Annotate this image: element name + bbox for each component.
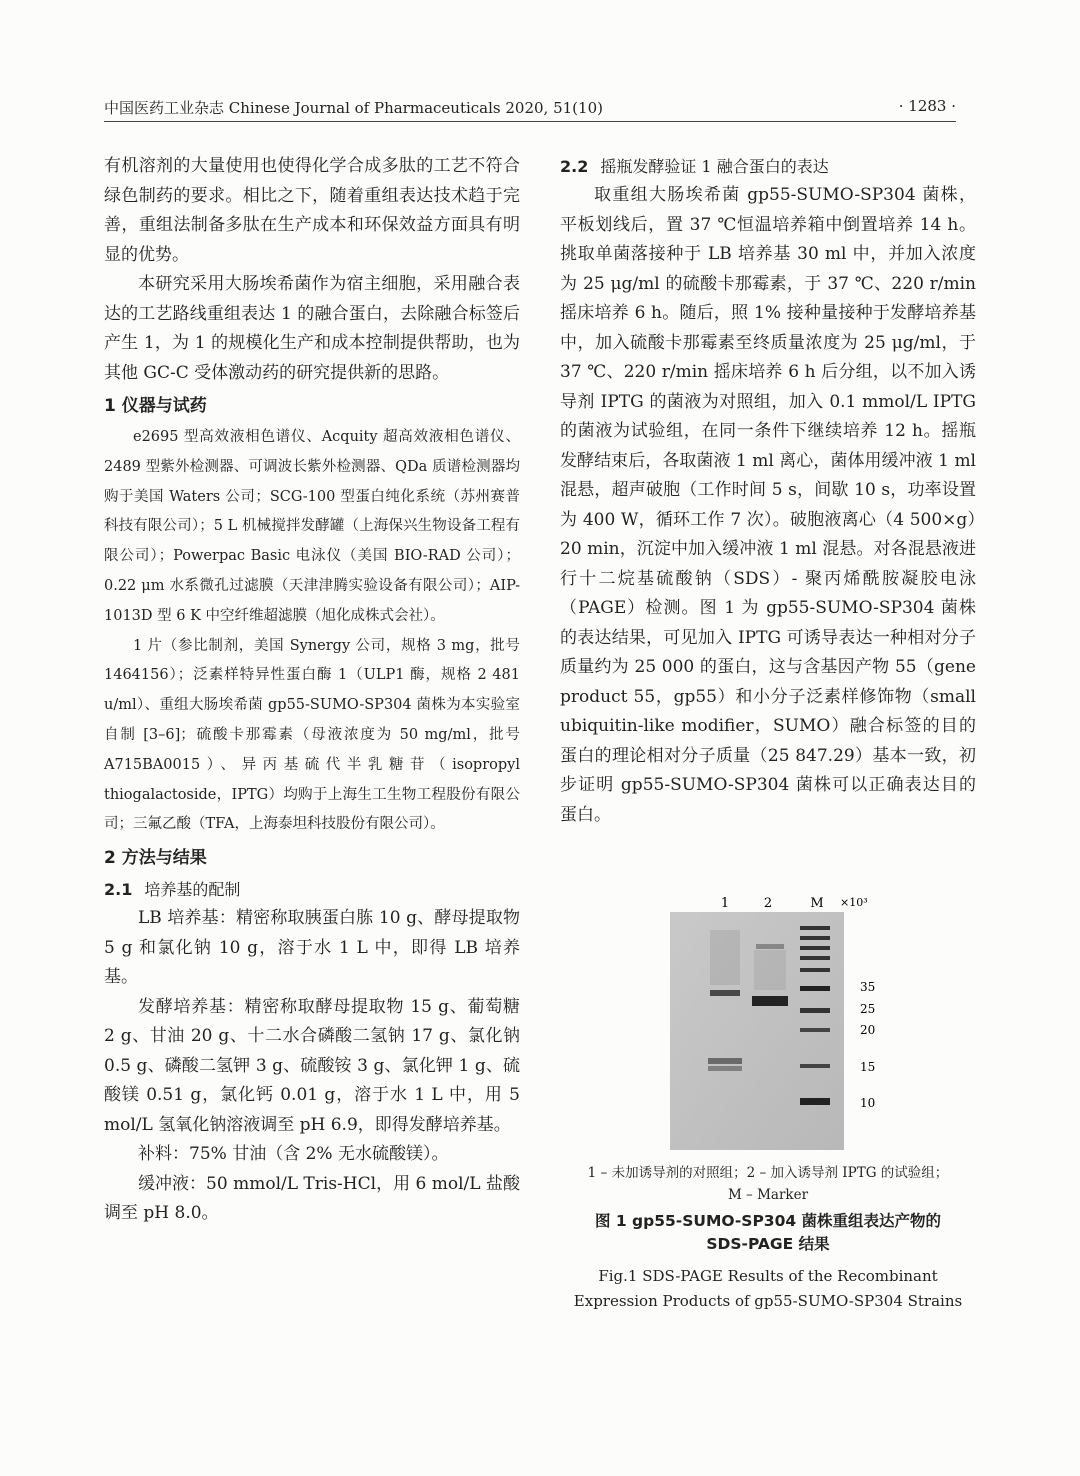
subsection-2-2-number: 2.2 [560,157,589,176]
subsection-2-1-number: 2.1 [104,880,133,900]
lane-label-m: M [810,896,824,911]
buffer-paragraph: 缓冲液：50 mmol/L Tris-HCl，用 6 mol/L 盐酸调至 pH 8.0。 [104,1173,520,1224]
marker-band [800,926,830,930]
marker-band [800,968,830,972]
marker-band [800,986,830,991]
figure-note-line-1: 1 – 未加诱导剂的对照组；2 – 加入诱导剂 IPTG 的试验组； [587,1165,949,1181]
lane-2-band [756,944,784,949]
intro-paragraph-1: 有机溶剂的大量使用也使得化学合成多肽的工艺不符合绿色制药的要求。相比之下，随着重组表达技术趋于完善，重组法制备多肽在生产成本和环保效益方面具有明显的优势。 [104,156,520,265]
lb-medium-paragraph: LB 培养基：精密称取胰蛋白胨 10 g、酵母提取物 5 g 和氯化钠 10 g，溶于水 1 L 中，即得 LB 培养基。 [104,908,520,988]
gel-image [560,890,976,1155]
lane-1-band [710,990,740,996]
figure-title-en-line-2: Expression Products of gp55-SUMO-SP304 Strains [573,1292,963,1310]
right-column [560,152,976,830]
figure-title-en-line-1: Fig.1 SDS-PAGE Results of the Recombinant [598,1267,938,1285]
figure-1 [560,890,976,1310]
marker-band [800,1064,830,1068]
lane-label-2: 2 [763,896,773,911]
intro-paragraph-2: 本研究采用大肠埃希菌作为宿主细胞，采用融合表达的工艺路线重组表达 1 的融合蛋白，去除融合标签后产生 1，为 1 的规模化生产和成本控制提供帮助，也为其他 GC-C 受体激动药的研究提供新的思路。 [104,274,520,383]
marker-band [800,956,830,960]
marker-label-25: 25 [860,1002,876,1016]
marker-label-35: 35 [860,980,876,994]
ferment-medium-paragraph: 发酵培养基：精密称取酵母提取物 15 g、葡萄糖 2 g、甘油 20 g、十二水合磷酸二氢钠 17 g、氯化钠 0.5 g、磷酸二氢钾 3 g、硫酸铵 3 g、氯化钾 1 g、硫酸镁 0.51 g，氯化钙 0.01 g，溶于水 1 L 中，用 5 mol/L 氢氧化钠溶液调至 pH 6.9，即得发酵培养基。 [104,996,520,1135]
marker-band [800,1028,830,1032]
figure-title-en [560,1264,976,1314]
left-column [104,152,520,1229]
marker-band [800,936,830,940]
figure-note [560,1162,976,1206]
lane-1-band [708,1066,742,1071]
lane-1-band [708,1058,742,1064]
marker-band [800,1098,830,1105]
figure-title-cn [560,1210,976,1256]
subsection-2-2-title: 摇瓶发酵验证 1 融合蛋白的表达 [600,157,829,176]
lane-1-smear [710,930,740,985]
subsection-2-1-title: 培养基的配制 [144,880,241,900]
section-2-heading: 2 方法与结果 [104,848,207,869]
journal-citation: 中国医药工业杂志 Chinese Journal of Pharmaceuticals 2020, 51(10) [104,99,603,117]
marker-band [800,1008,830,1013]
instruments-paragraph: e2695 型高效液相色谱仪、Acquity 超高效液相色谱仪、2489 型紫外检测器、可调波长紫外检测器、QDa 质谱检测器均购于美国 Waters 公司；SCG-100 型蛋白纯化系统（苏州赛普科技有限公司）；5 L 机械搅拌发酵罐（上海保兴生物设备工程有限公司）；Powerpac Basic 电泳仪（美国 BIO-RAD 公司）；0.22 μm 水系微孔过滤膜（天津津腾实验设备有限公司）；AIP-1013D 型 6 K 中空纤维超滤膜（旭化成株式会社）。 [104,429,520,624]
running-header [104,95,956,122]
feed-paragraph: 补料：75% 甘油（含 2% 无水硫酸镁）。 [138,1144,449,1165]
reagents-paragraph: 1 片（参比制剂，美国 Synergy 公司，规格 3 mg，批号 1464156）；泛素样特异性蛋白酶 1（ULP1 酶，规格 2 481 u/ml）、重组大肠埃希菌 gp55-SUMO-SP304 菌株为本实验室自制 [3–6]；硫酸卡那霉素（母液浓度为 50 mg/ml，批号 A715BA0015）、异丙基硫代半乳糖苷（isopropyl thiogalactoside，IPTG）均购于上海生工生物工程股份有限公司；三氟乙酸（TFA，上海泰坦科技股份有限公司）。 [104,637,520,833]
marker-label-15: 15 [860,1060,876,1074]
figure-title-cn-line-2: SDS-PAGE 结果 [706,1235,830,1253]
subsection-2-1-heading [104,875,520,904]
marker-label-20: 20 [860,1023,876,1037]
marker-band [800,946,830,950]
marker-label-10: 10 [860,1096,876,1110]
figure-note-line-2: M – Marker [727,1187,809,1203]
section-1-heading: 1 仪器与试药 [104,396,207,416]
figure-title-cn-line-1: 图 1 gp55-SUMO-SP304 菌株重组表达产物的 [594,1212,942,1230]
page-number: · 1283 · [898,97,956,115]
lane-label-1: 1 [720,896,730,911]
lane-2-smear [754,950,786,990]
shake-flask-paragraph: 取重组大肠埃希菌 gp55-SUMO-SP304 菌株，平板划线后，置 37 ℃恒温培养箱中倒置培养 14 h。挑取单菌落接种于 LB 培养基 30 ml 中，并加入浓度为 25 μg/ml 的硫酸卡那霉素，于 37 ℃、220 r/min 摇床培养 6 h。随后，照 1% 接种量接种于发酵培养基中，加入硫酸卡那霉素至终质量浓度为 25 μg/ml，于 37 ℃、220 r/min 摇床培养 6 h 后分组，以不加入诱导剂 IPTG 的菌液为对照组，加入 0.1 mmol/L IPTG 的菌液为试验组，在同一条件下继续培养 12 h。摇瓶发酵结束后，各取菌液 1 ml 离心，菌体用缓冲液 1 ml 混悬，超声破胞（工作时间 5 s，间歇 10 s，功率设置为 400 W，循环工作 7 次）。破胞液离心（4 500×g）20 min，沉淀中加入缓冲液 1 ml 混悬。对各混悬液进行十二烷基硫酸钠（SDS）- 聚丙烯酰胺凝胶电泳（PAGE）检测。图 1 为 gp55-SUMO-SP304 菌株的表达结果，可见加入 IPTG 可诱导表达一种相对分子质量约为 25 000 的蛋白，这与含基因产物 55（gene product 55，gp55）和小分子泛素样修饰物（small ubiquitin-like modifier，SUMO）融合标签的目的蛋白的理论相对分子质量（25 847.29）基本一致，初步证明 gp55-SUMO-SP304 菌株可以正确表达目的蛋白。 [560,185,976,825]
unit-label: ×10³ [840,896,868,909]
subsection-2-2-heading [560,152,976,181]
lane-2-band [752,996,788,1006]
